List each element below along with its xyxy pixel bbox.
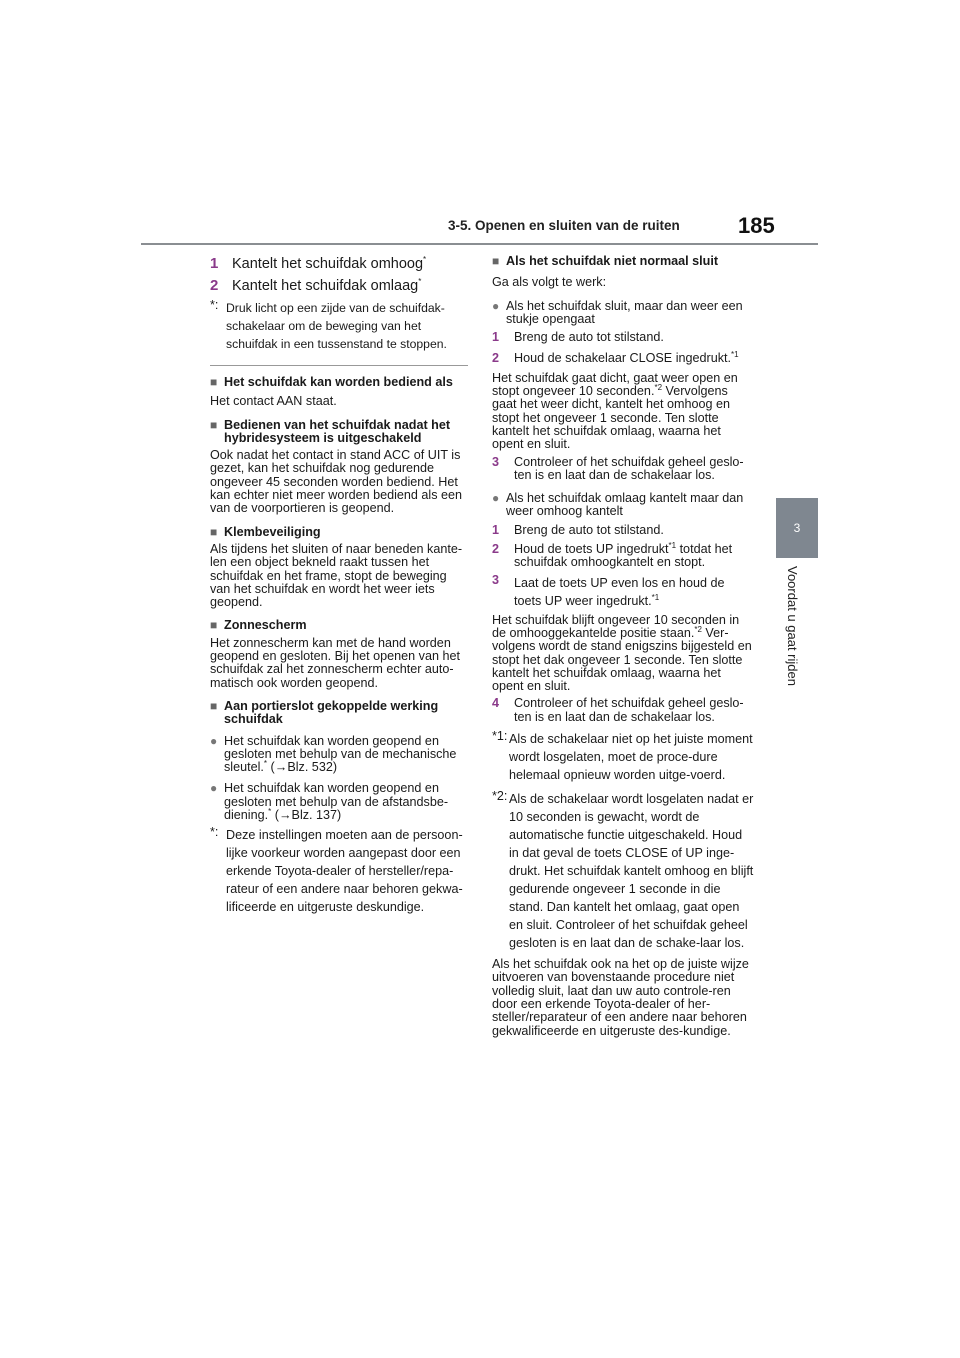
step: 3 Controleer of het schuifdak geheel geslo-ten is en laat dan de schakelaar los. (492, 454, 744, 482)
step-text: Kantelt het schuifdak omhoog* (232, 255, 427, 272)
footnote (492, 730, 754, 784)
footnote-mark: *: (210, 825, 219, 840)
footnote-text: Als de schakelaar wordt losgelaten nadat er 10 seconden is gewacht, wordt de automatische functie uitgeschakeld. Houd in dat geval de toets CLOSE of UP inge-drukt. Het schuifdak kantelt omhoog en blijft gedurende ongeveer 1 seconde in die stand. Dan kantelt het omlaag, gaat open en sluit. Controleer of het schuifdak geheel gesloten is en laat dan de schake-laar los. (509, 792, 754, 951)
heading: ■ Klembeveiliging (210, 524, 321, 539)
heading: ■ Bedienen van het schuifdak nadat het hybridesysteem is uitgeschakeld (210, 417, 451, 445)
round-bullet-icon: ● (492, 491, 500, 506)
page-number: 185 (738, 213, 775, 238)
square-bullet-icon: ■ (210, 698, 218, 713)
header-rule (141, 243, 818, 245)
heading: ■ Als het schuifdak niet normaal sluit (492, 254, 719, 268)
footnote (492, 790, 754, 952)
footnote-text: Als de schakelaar niet op het juiste moment wordt losgelaten, moet de proce-dure helemaal opnieuw worden uitge-voerd. (509, 732, 753, 783)
paragraph: Als tijdens het sluiten of naar beneden kante-len een object bekneld raakt tussen het schuifdak en het frame, stopt de beweging van het schuifdak en wordt het weer iets geopend. (210, 541, 463, 610)
footnote (210, 826, 470, 916)
step: 2 Houd de toets UP ingedrukt$^{*1}$ totdat het schuifdak omhoogkantelt en stopt. (492, 540, 733, 570)
footnote-text: Druk licht op een zijde van de schuifdak-schakelaar om de beweging van het schuifdak in een tussenstand te stoppen. (226, 301, 447, 351)
round-bullet-icon: ● (492, 298, 500, 313)
square-bullet-icon: ■ (210, 417, 218, 432)
paragraph: Het zonnescherm kan met de hand worden geopend en gesloten. Bij het openen van het schuifdak zal het zonnescherm echter auto-matisch ook worden geopend. (210, 635, 460, 690)
round-bullet-icon: ● (210, 733, 218, 748)
footnote-text: Deze instellingen moeten aan de persoon-lijke voorkeur worden aangepast door een erkende Toyota-dealer of hersteller/repa-rateur of een andere naar behoren gekwa-lificeerde en uitgeruste deskundige. (226, 828, 463, 915)
paragraph: Het contact AAN staat. (210, 394, 337, 409)
heading: ■ Het schuifdak kan worden bediend als (210, 375, 453, 389)
paragraph: Het schuifdak gaat dicht, gaat weer open en stopt ongeveer 10 seconden.$^{*2}$ Vervolgens gaat het weer dicht, kantelt het omhoog en stopt het ongeveer 1 seconde. Ten slotte kantelt het schuifdak omlaag, waarna het opent en sluit. (492, 370, 738, 452)
chapter-tab (776, 498, 818, 558)
paragraph: Ga als volgt te werk: (492, 275, 607, 290)
step-1 (210, 255, 470, 273)
footnote-mark: *: (210, 298, 219, 312)
step-number: 1 (210, 255, 219, 272)
list-item: ● Als het schuifdak omlaag kantelt maar dan weer omhoog kantelt (492, 491, 744, 519)
chapter-number: 3 (793, 521, 801, 535)
step: 3 Laat de toets UP even los en houd de toets UP weer ingedrukt.$^{*1}$ (492, 572, 725, 608)
step-2 (210, 277, 470, 295)
step: 4 Controleer of het schuifdak geheel geslo-ten is en laat dan de schakelaar los. (492, 696, 744, 724)
paragraph: Als het schuifdak ook na het op de juiste wijze uitvoeren van bovenstaande procedure niet volledig sluit, laat dan uw auto controle-ren door een erkende Toyota-dealer of her-steller/reparateur of een andere naar behoren gekwalificeerde en uitgeruste des-kundige. (492, 957, 749, 1038)
step: 2 Houd de schakelaar CLOSE ingedrukt.$^{*1}$ (492, 350, 739, 366)
square-bullet-icon: ■ (210, 618, 218, 633)
section-title: 3-5. Openen en sluiten van de ruiten (448, 218, 680, 233)
heading: ■ Aan portierslot gekoppelde werking schuifdak (210, 698, 439, 727)
square-bullet-icon: ■ (492, 254, 500, 268)
divider (210, 365, 468, 366)
step: 1 Breng de auto tot stilstand. (492, 330, 664, 345)
footnote (210, 299, 470, 353)
chapter-title: Voordat u gaat rijden (785, 566, 800, 686)
paragraph: Ook nadat het contact in stand ACC of UIT is gezet, kan het schuifdak nog gedurende ongeveer 45 seconden worden bediend. Het kan echter niet meer worden bediend als een van de voorportieren is geopend. (210, 448, 463, 516)
step: 1 Breng de auto tot stilstand. (492, 522, 664, 537)
step-text: Kantelt het schuifdak omlaag* (232, 277, 422, 294)
square-bullet-icon: ■ (210, 375, 218, 389)
round-bullet-icon: ● (210, 781, 218, 796)
list-item: ● Als het schuifdak sluit, maar dan weer een stukje opengaat (492, 298, 743, 326)
footnote-mark: *2: (492, 789, 508, 804)
paragraph: Het schuifdak blijft ongeveer 10 seconden in de omhooggekantelde positie staan.$^{*2}$ Ver-volgens wordt de stand enigszins bijgesteld en stopt het dak ongeveer 1 seconde. Ten slotte kantelt het schuifdak omlaag, waarna het opent en sluit. (492, 612, 752, 694)
page-reference: (→Blz. 137) (274, 808, 342, 823)
heading: ■ Zonnescherm (210, 618, 307, 633)
list-item: ● Het schuifdak kan worden geopend en gesloten met behulp van de mechanische sleutel.* (→Blz. 532) (210, 733, 457, 775)
left-column (210, 255, 470, 916)
list-item: ● Het schuifdak kan worden geopend en gesloten met behulp van de afstandsbe-diening.* (→Blz. 137) (210, 781, 449, 823)
square-bullet-icon: ■ (210, 524, 218, 539)
page-reference: (→Blz. 532) (270, 760, 338, 775)
footnote-mark: *1: (492, 729, 508, 744)
step-number: 2 (210, 277, 219, 294)
right-column (492, 255, 754, 1038)
